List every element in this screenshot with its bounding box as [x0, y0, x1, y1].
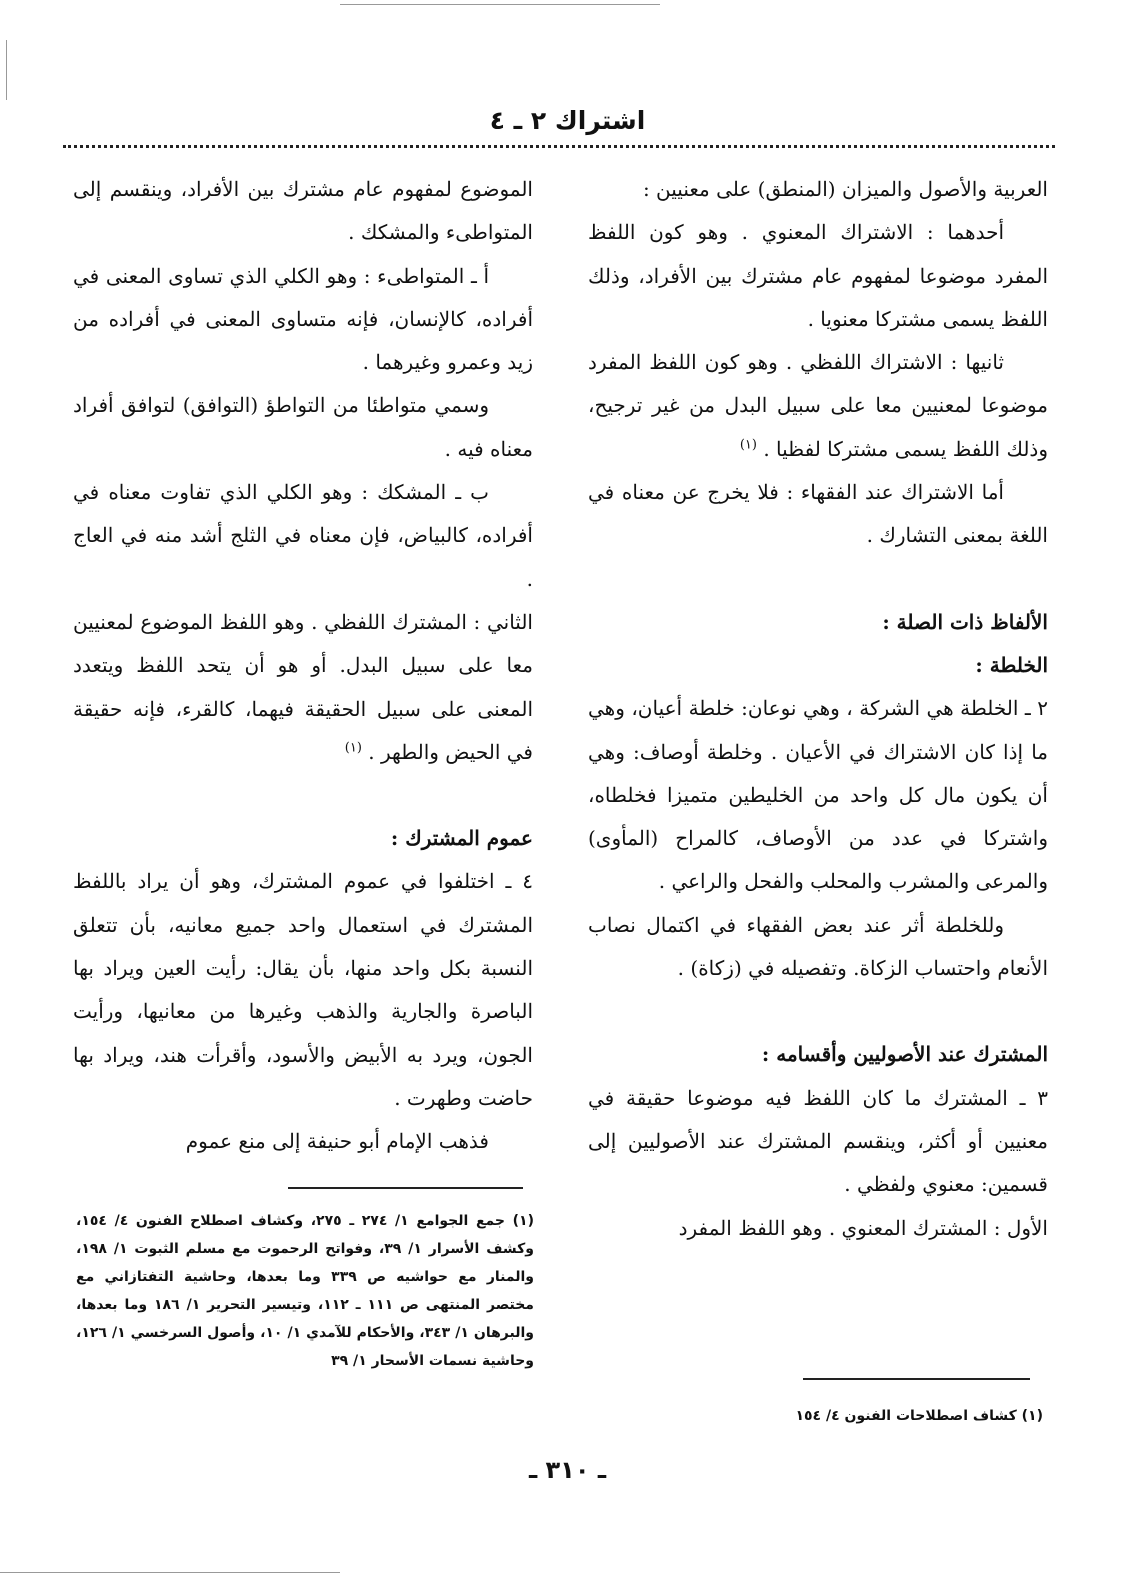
section-heading-related-terms: الألفاظ ذات الصلة :	[882, 609, 1048, 634]
spacer	[73, 774, 533, 817]
footnote-marker: (١)	[344, 740, 362, 756]
scan-edge-mark-top	[340, 4, 660, 5]
footnote-right: (١) كشاف اصطلاحات الفنون ٤/ ١٥٤	[795, 1408, 1043, 1424]
right-column	[588, 168, 1048, 1250]
paragraph-fuqaha: أما الاشتراك عند الفقهاء : فلا يخرج عن معناه في اللغة بمعنى التشارك .	[588, 480, 1048, 548]
footnote-divider-left	[288, 1187, 523, 1189]
footnote-divider-right	[803, 1378, 1030, 1380]
paragraph-continuation: الموضوع لمفهوم عام مشترك بين الأفراد، وينقسم إلى المتواطىء والمشكك .	[73, 177, 533, 245]
paragraph-tawatu: وسمي متواطئا من التواطؤ (التوافق) لتوافق أفراد معناه فيه .	[73, 393, 533, 461]
paragraph-first-type: الأول : المشترك المعنوي . وهو اللفظ المفرد	[678, 1215, 1048, 1240]
spacer	[588, 558, 1048, 601]
paragraph-khulta-effect: وللخلطة أثر عند بعض الفقهاء في اكتمال نصاب الأنعام واحتساب الزكاة. وتفصيله في (زكاة) .	[588, 912, 1048, 981]
section-heading-umum: عموم المشترك :	[390, 826, 533, 851]
left-column	[73, 168, 533, 1164]
page-number: ـ ٣١٠ ـ	[528, 1456, 607, 1484]
paragraph-abu-hanifa: فذهب الإمام أبو حنيفة إلى منع عموم	[185, 1129, 489, 1154]
footnote-left: (١) جمع الجوامع ١/ ٢٧٤ ـ ٢٧٥، وكشاف اصطلاح الفنون ٤/ ١٥٤، وكشف الأسرار ١/ ٣٩، وفواتح الرحموت مع مسلم الثبوت ١/ ١٩٨، والمنار مع حواشيه ص ٣٣٩ وما بعدها، وحاشية التفتازاني مع مختصر المنتهى ص ١١١ ـ ١١٢، وتيسير التحرير ١/ ١٨٦ وما بعدها، والبرهان ١/ ٣٤٣، والأحكام للآمدي ١/ ١٠، وأصول السرخسي ١/ ١٢٦، وحاشية نسمات الأسحار ١/ ٣٩	[76, 1213, 534, 1369]
footnote-marker: (١)	[739, 437, 757, 453]
paragraph-mushakkak: ب ـ المشكك : وهو الكلي الذي تفاوت معناه في أفراده، كالبياض، فإن معناه في الثلج أشد منه في العاج .	[73, 480, 533, 591]
subheading-khulta: الخلطة :	[975, 652, 1048, 677]
paragraph-first-meaning: أحدهما : الاشتراك المعنوي . وهو كون اللفظ المفرد موضوعا لمفهوم عام مشترك بين الأفراد، وذلك اللفظ يسمى مشتركا معنويا .	[588, 220, 1048, 331]
scan-edge-mark-side	[6, 40, 7, 100]
paragraph-umum: ٤ ـ اختلفوا في عموم المشترك، وهو أن يراد باللفظ المشترك في استعمال واحد جميع معانيه، بأن تتعلق النسبة بكل واحد منها، بأن يقال: رأيت العين ويراد بها الباصرة والجارية والذهب وغيرها من معانيها، ورأيت الجون، ويرد به الأبيض والأسود، وأقرأت هند، ويراد بها حاضت وطهرت .	[73, 869, 533, 1110]
paragraph-second-type-text: الثاني : المشترك اللفظي . وهو اللفظ الموضوع لمعنيين معا على سبيل البدل. أو هو أن يتحد اللفظ ويتعدد المعنى على سبيل الحقيقة فيهما، كالقرء، فإنه حقيقة في الحيض والطهر .	[73, 609, 533, 764]
header-dotted-rule	[63, 145, 1055, 148]
paragraph-mutawati: أ ـ المتواطىء : وهو الكلي الذي تساوى المعنى في أفراده، كالإنسان، فإنه متساوى المعنى في أفراده من زيد وعمرو وغيرهما .	[73, 263, 533, 375]
spacer	[588, 990, 1048, 1033]
page-header: اشتراك ٢ ـ ٤	[489, 106, 646, 135]
paragraph-khulta: ٢ ـ الخلطة هي الشركة ، وهي نوعان: خلطة أعيان، وهي ما إذا كان الاشتراك في الأعيان . وخلطة أوصاف: وهي أن يكون مال كل واحد من الخليطين متميزا فخلطاه، واشتركا في عدد من الأوصاف، كالمراح (المأوى) والمرعى والمشرب والمحلب والفحل والراعي .	[588, 696, 1048, 894]
paragraph-second-meaning	[588, 341, 1048, 471]
scan-edge-mark-bottom	[0, 1572, 340, 1573]
paragraph-mushtarak-definition: ٣ ـ المشترك ما كان اللفظ فيه موضوعا حقيقة في معنيين أو أكثر، وينقسم المشترك عند الأصوليين إلى قسمين: معنوي ولفظي .	[588, 1085, 1048, 1197]
paragraph-second-meaning-text: ثانيها : الاشتراك اللفظي . وهو كون اللفظ المفرد موضوعا لمعنيين معا على سبيل البدل من غير ترجيح، وذلك اللفظ يسمى مشتركا لفظيا .	[588, 350, 1048, 461]
paragraph-second-type	[73, 601, 533, 774]
section-heading-usuliyyin: المشترك عند الأصوليين وأقسامه :	[761, 1042, 1048, 1067]
paragraph-intro: العربية والأصول والميزان (المنطق) على معنيين :	[642, 177, 1048, 201]
